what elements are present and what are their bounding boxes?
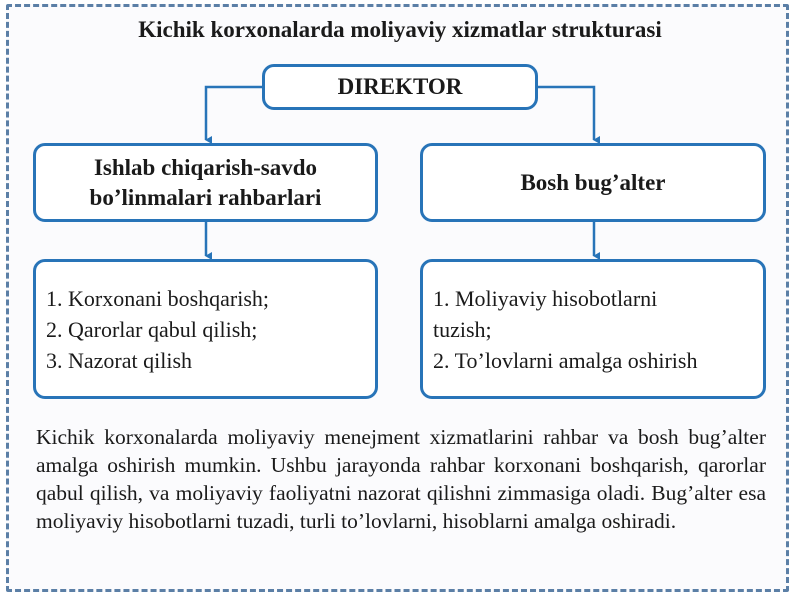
list-item: tuzish; xyxy=(433,316,492,342)
list-item: 3. Nazorat qilish xyxy=(46,347,193,373)
list-item: 2. To’lovlarni amalga oshirish xyxy=(433,347,698,373)
production-heads-line-1: Ishlab chiqarish-savdo xyxy=(93,154,318,180)
director-label: DIREKTOR xyxy=(337,74,463,99)
chief-accountant-box xyxy=(420,143,766,222)
list-item: 2. Qarorlar qabul qilish; xyxy=(46,316,258,342)
director-box xyxy=(262,64,538,110)
chief-accountant-label: Bosh bug’alter xyxy=(520,169,666,195)
arrow-director-to-left xyxy=(206,87,262,140)
accountant-duties-box xyxy=(420,259,766,399)
director-duties-box xyxy=(33,259,378,399)
list-item: 1. Moliyaviy hisobotlarni xyxy=(433,285,658,311)
description-paragraph: Kichik korxonalarda moliyaviy menejment xizmatlarini rahbar va bosh bug’alter amalga oshirish mumkin. Ushbu jarayonda rahbar korxonani boshqarish, qarorlar qabul qilish, va moliyaviy faoliyatni nazorat qilishni zimmasiga oladi. Bug’alter esa moliyaviy hisobotlarni tuzadi, turli to’lovlarni, hisoblarni amalga oshiradi. xyxy=(36,425,766,533)
diagram-title: Kichik korxonalarda moliyaviy xizmatlar strukturasi xyxy=(138,17,662,42)
production-heads-box xyxy=(33,143,378,222)
list-item: 1. Korxonani boshqarish; xyxy=(46,285,270,311)
arrow-director-to-right xyxy=(538,87,594,140)
production-heads-line-2: bo’linmalari rahbarlari xyxy=(89,184,322,210)
